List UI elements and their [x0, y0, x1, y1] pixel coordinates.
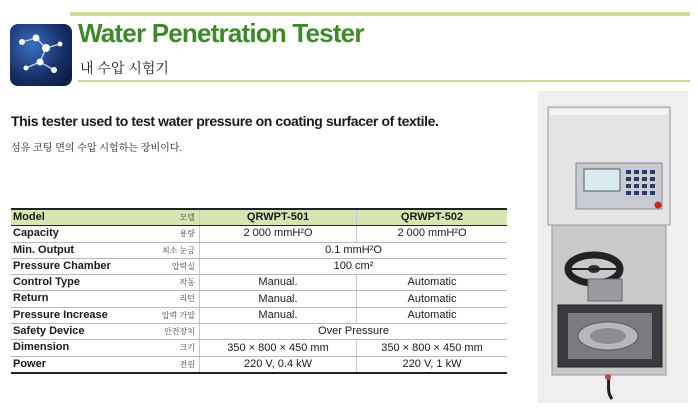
header-label-cell — [11, 209, 200, 226]
row-label-cell — [11, 356, 200, 373]
table-row — [11, 275, 507, 291]
table-header-row — [11, 209, 507, 226]
row-label-cell — [11, 275, 200, 291]
row-label-ko: 모델 — [179, 213, 195, 222]
product-photo — [538, 91, 688, 403]
row-label-cell — [11, 291, 200, 307]
row-label-cell — [11, 258, 200, 274]
row-label-ko: 안전장치 — [164, 327, 195, 337]
shared-value: 0.1 mmH²O — [200, 242, 508, 258]
value-502: 350 × 800 × 450 mm — [357, 340, 508, 356]
row-label-cell — [11, 324, 200, 340]
row-label-en: Dimension — [13, 341, 70, 354]
value-502: 2 000 mmH²O — [357, 226, 508, 242]
row-label-ko: 압력 가압 — [161, 310, 195, 320]
row-label-en: Model — [13, 211, 45, 223]
value-501: Manual. — [200, 275, 357, 291]
model-502-header: QRWPT-502 — [357, 209, 508, 226]
row-label-en: Min. Output — [13, 243, 75, 256]
row-label-en: Pressure Increase — [13, 308, 108, 321]
title-rule — [78, 80, 690, 82]
description-english: This tester used to test water pressure on coating surfacer of textile. — [11, 113, 439, 129]
table-row — [11, 356, 507, 373]
table-row — [11, 258, 507, 274]
value-502: 220 V, 1 kW — [357, 356, 508, 373]
row-label-cell — [11, 340, 200, 356]
row-label-en: Power — [13, 357, 47, 370]
row-label-en: Pressure Chamber — [13, 259, 111, 272]
page-subtitle: 내 수압 시험기 — [80, 60, 169, 76]
row-label-en: Return — [13, 292, 49, 305]
row-label-ko: 크기 — [179, 343, 195, 353]
row-label-ko: 리턴 — [179, 294, 195, 304]
shared-value: 100 cm² — [200, 258, 508, 274]
row-label-ko: 최소 눈금 — [161, 245, 195, 255]
value-502: Automatic — [357, 291, 508, 307]
row-label-ko: 용량 — [179, 229, 195, 239]
table-row — [11, 307, 507, 323]
spec-table — [11, 208, 507, 374]
value-502: Automatic — [357, 275, 508, 291]
row-label-en: Capacity — [13, 227, 59, 240]
value-501: 220 V, 0.4 kW — [200, 356, 357, 373]
row-label-en: Safety Device — [13, 325, 85, 338]
value-502: Automatic — [357, 307, 508, 323]
molecule-logo-icon — [10, 24, 72, 86]
row-label-cell — [11, 307, 200, 323]
top-rule — [70, 12, 690, 16]
table-row — [11, 340, 507, 356]
table-row — [11, 291, 507, 307]
table-row — [11, 242, 507, 258]
row-label-ko: 작동 — [179, 278, 195, 288]
value-501: Manual. — [200, 307, 357, 323]
model-501-header: QRWPT-501 — [200, 209, 357, 226]
row-label-cell — [11, 242, 200, 258]
table-row — [11, 324, 507, 340]
value-501: 2 000 mmH²O — [200, 226, 357, 242]
row-label-cell — [11, 226, 200, 242]
row-label-en: Control Type — [13, 276, 81, 289]
table-row — [11, 226, 507, 242]
page-title: Water Penetration Tester — [78, 18, 364, 48]
value-501: Manual. — [200, 291, 357, 307]
row-label-ko: 압력실 — [171, 261, 195, 271]
description-korean: 섬유 코팅 면의 수압 시험하는 장비이다. — [11, 143, 183, 154]
shared-value: Over Pressure — [200, 324, 508, 340]
row-label-ko: 전원 — [179, 359, 195, 369]
value-501: 350 × 800 × 450 mm — [200, 340, 357, 356]
